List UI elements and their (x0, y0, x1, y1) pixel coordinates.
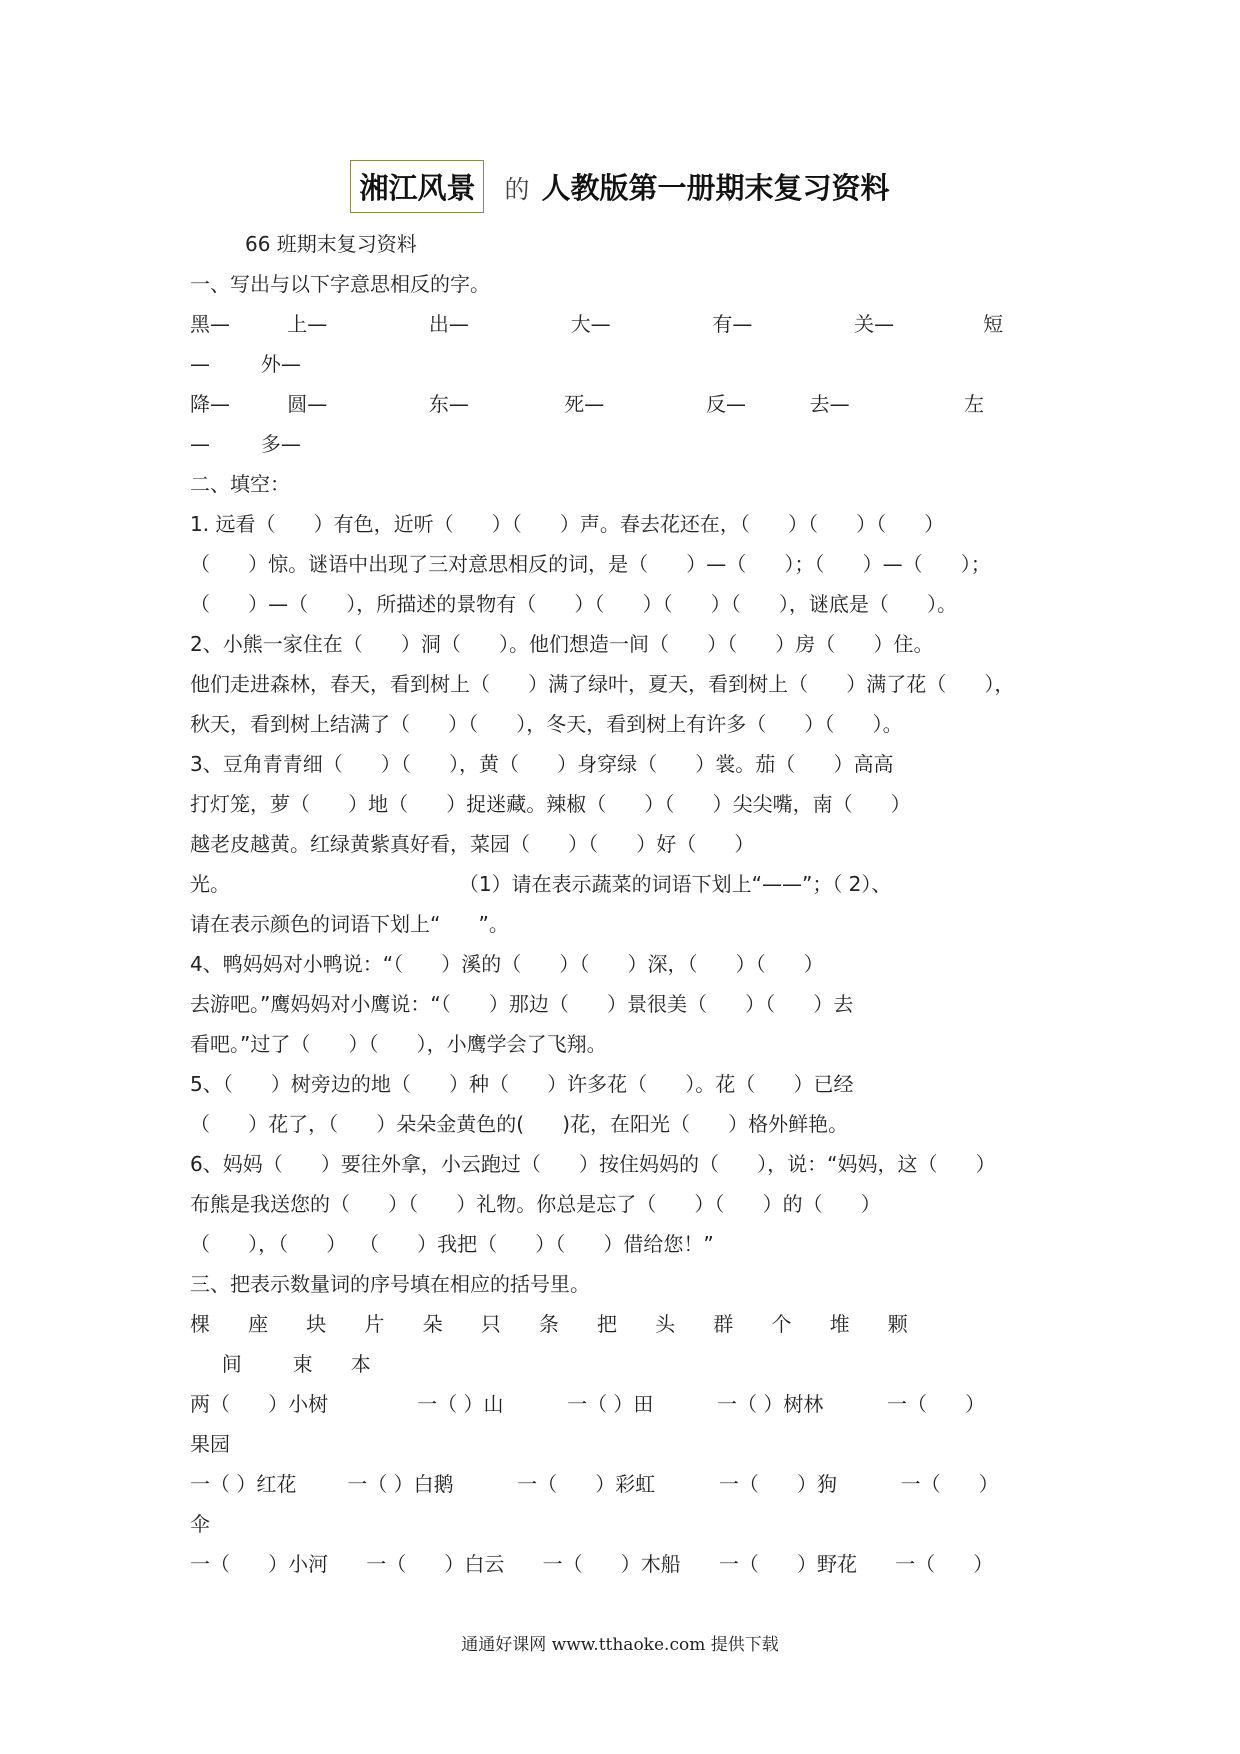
section3-row: 伞 (190, 1512, 210, 1536)
section2-line: 他们走进森林，春天，看到树上（ ）满了绿叶，夏天，看到树上（ ）满了花（ ）， (190, 672, 1015, 696)
section2-line: （ ）花了，（ ）朵朵金黄色的( )花，在阳光（ ）格外鲜艳。 (190, 1112, 849, 1136)
section1-line: 降— 圆— 东— 死— 反— 去— 左 (190, 392, 985, 416)
section2-heading: 二、填空： (190, 472, 290, 496)
section3-row: 果园 (190, 1432, 230, 1456)
section2-line: 3、豆角青青细（ ）（ ），黄（ ）身穿绿（ ）裳。茄（ ）高高 (190, 752, 894, 776)
section2-line: 6、妈妈（ ）要往外拿，小云跑过（ ）按住妈妈的（ ），说：“妈妈，这（ ） (190, 1152, 996, 1176)
section3-heading: 三、把表示数量词的序号填在相应的括号里。 (190, 1272, 590, 1296)
subtitle: 66 班期末复习资料 (245, 232, 417, 256)
section2-line: 1. 远看（ ）有色，近听（ ）（ ）声。春去花还在，（ ）（ ）（ ） (190, 512, 945, 536)
section2-line: 越老皮越黄。红绿黄紫真好看，菜园（ ）（ ）好（ ） (190, 832, 755, 856)
section2-line: 布熊是我送您的（ ）（ ）礼物。你总是忘了（ ）（ ）的（ ） (190, 1192, 881, 1216)
section3-row: 一（ ）小河 一（ ）白云 一（ ）木船 一（ ）野花 一（ ） (190, 1552, 994, 1576)
footer-credit: 通通好课网 www.tthaoke.com 提供下载 (461, 1635, 779, 1655)
section1-line: — 外— (190, 352, 301, 376)
section2-line: 打灯笼，萝（ ）地（ ）捉迷藏。辣椒（ ）（ ）尖尖嘴，南（ ） (190, 792, 911, 816)
section2-line: 4、鸭妈妈对小鸭说：“（ ）溪的（ ）（ ）深，（ ）（ ） (190, 952, 824, 976)
section2-line: 秋天，看到树上结满了（ ）（ ），冬天，看到树上有许多（ ）（ ）。 (190, 712, 903, 736)
title-main: 人教版第一册期末复习资料 (541, 171, 890, 205)
section1-line: — 多— (190, 432, 301, 456)
section3-row: 两（ ）小树 一（ ）山 一（ ）田 一（ ）树林 一（ ） (190, 1392, 986, 1416)
section2-line: 2、小熊一家住在（ ）洞（ ）。他们想造一间（ ）（ ）房（ ）住。 (190, 632, 934, 656)
section2-line: 看吧。”过了（ ）（ ），小鹰学会了飞翔。 (190, 1032, 607, 1056)
document-title (0, 160, 1240, 213)
title-particle: 的 (504, 175, 530, 204)
section1-line: 黑— 上— 出— 大— 有— 关— 短 (190, 312, 1004, 336)
title-boxed-author: 湘江风景 (350, 160, 484, 213)
section2-line: 光。 （1）请在表示蔬菜的词语下划上“——”；（ 2）、 (190, 872, 892, 896)
section3-measure-words: 棵 座 块 片 朵 只 条 把 头 群 个 堆 颗 (190, 1312, 908, 1336)
section3-measure-words: 间 束 本 (190, 1352, 371, 1376)
section2-line: 请在表示颜色的词语下划上“ ”。 (190, 912, 509, 936)
section2-line: （ ）惊。谜语中出现了三对意思相反的词，是（ ）—（ ）；（ ）—（ ）； (190, 552, 991, 576)
section2-line: 5、（ ）树旁边的地（ ）种（ ）许多花（ ）。花（ ）已经 (190, 1072, 854, 1096)
section2-line: （ ），（ ） （ ）我把（ ）（ ）借给您！” (190, 1232, 714, 1256)
section1-heading: 一、写出与以下字意思相反的字。 (190, 272, 490, 296)
section2-line: 去游吧。”鹰妈妈对小鹰说：“（ ）那边（ ）景很美（ ）（ ）去 (190, 992, 854, 1016)
section3-row: 一（ ）红花 一（ ）白鹅 一（ ）彩虹 一（ ）狗 一（ ） (190, 1472, 999, 1496)
section2-line: （ ）—（ ），所描述的景物有（ ）（ ）（ ）（ ），谜底是（ ）。 (190, 592, 958, 616)
